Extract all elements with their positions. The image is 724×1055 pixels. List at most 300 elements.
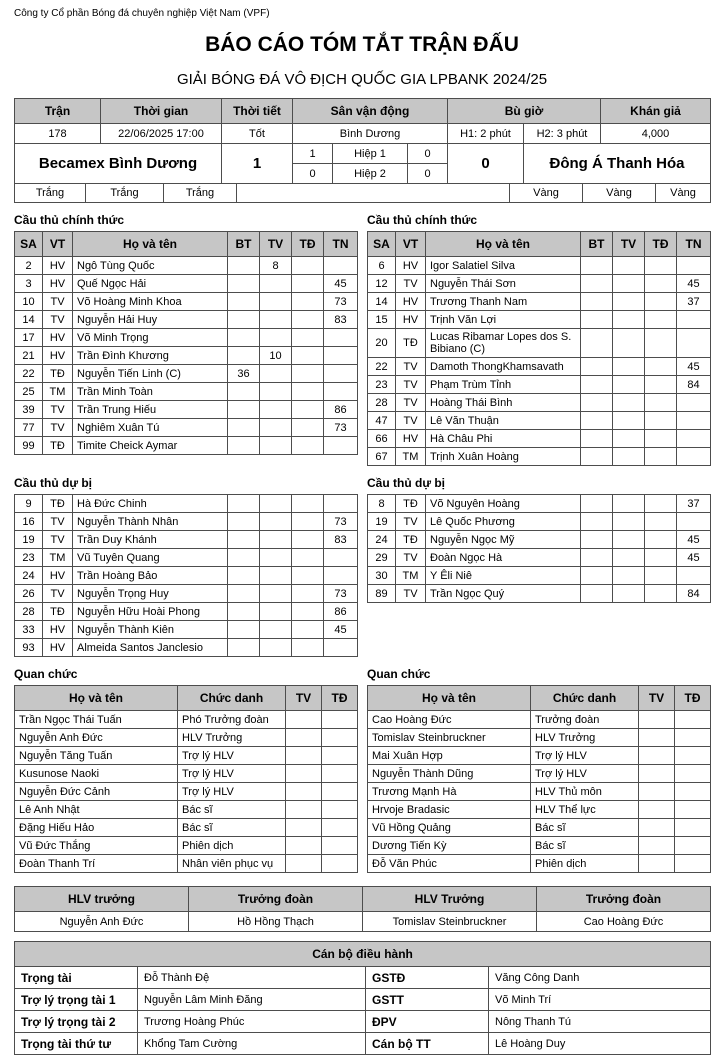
away-starters-label: Cầu thủ chính thức bbox=[367, 213, 478, 227]
cell bbox=[228, 347, 260, 365]
cell: Trương Thanh Nam bbox=[426, 293, 581, 311]
cell bbox=[324, 549, 358, 567]
official-row bbox=[368, 837, 711, 855]
cell: Bác sĩ bbox=[178, 819, 286, 837]
player-row bbox=[368, 358, 711, 376]
away-officials-label: Quan chức bbox=[367, 667, 431, 681]
cell: 29 bbox=[368, 549, 396, 567]
cell: 22 bbox=[368, 358, 396, 376]
cell bbox=[613, 448, 645, 466]
cell: 6 bbox=[368, 257, 396, 275]
player-row bbox=[368, 293, 711, 311]
column-header-stoppage: Bù giờ bbox=[448, 99, 601, 124]
cell bbox=[639, 729, 675, 747]
cell: TV bbox=[396, 513, 426, 531]
weather-value: Tốt bbox=[222, 124, 293, 144]
cell bbox=[292, 549, 324, 567]
away-kit-color-2: Vàng bbox=[583, 184, 656, 203]
player-row bbox=[15, 257, 358, 275]
cell bbox=[228, 513, 260, 531]
cell: Lucas Ribamar Lopes dos S. Bibiano (C) bbox=[426, 329, 581, 358]
cell: Ngô Tùng Quốc bbox=[73, 257, 228, 275]
cell bbox=[581, 329, 613, 358]
kit-colors-spacer bbox=[237, 184, 510, 203]
player-row bbox=[15, 495, 358, 513]
cell: HLV Thể lực bbox=[531, 801, 639, 819]
column-header: HLV Trưởng bbox=[363, 887, 537, 912]
column-header: Họ và tên bbox=[368, 686, 531, 711]
cell: 83 bbox=[324, 311, 358, 329]
column-header: Trưởng đoàn bbox=[189, 887, 363, 912]
cell: HV bbox=[396, 311, 426, 329]
cell: Vũ Đức Thắng bbox=[15, 837, 178, 855]
cell: 24 bbox=[15, 567, 43, 585]
official-row bbox=[368, 783, 711, 801]
cell: HV bbox=[396, 257, 426, 275]
official-row bbox=[368, 801, 711, 819]
cell: Trọng tài bbox=[15, 967, 138, 989]
cell: Trần Hoàng Bảo bbox=[73, 567, 228, 585]
player-row bbox=[15, 531, 358, 549]
cell: 93 bbox=[15, 639, 43, 657]
home-officials-table bbox=[14, 685, 358, 873]
column-header: BT bbox=[581, 232, 613, 257]
home-team-name: Becamex Bình Dương bbox=[15, 144, 222, 184]
column-header-stadium: Sân vận động bbox=[293, 99, 448, 124]
cell bbox=[645, 549, 677, 567]
cell bbox=[228, 401, 260, 419]
cell: 99 bbox=[15, 437, 43, 455]
cell: Lê Anh Nhật bbox=[15, 801, 178, 819]
cell: Đỗ Thành Đệ bbox=[138, 967, 366, 989]
cell: 9 bbox=[15, 495, 43, 513]
player-row bbox=[368, 549, 711, 567]
cell: Hrvoje Bradasic bbox=[368, 801, 531, 819]
cell bbox=[292, 495, 324, 513]
match-officials-table bbox=[14, 941, 711, 1055]
cell: Igor Salatiel Silva bbox=[426, 257, 581, 275]
cell bbox=[613, 358, 645, 376]
cell: 24 bbox=[368, 531, 396, 549]
official-row bbox=[15, 765, 358, 783]
cell bbox=[228, 549, 260, 567]
cell: TĐ bbox=[43, 437, 73, 455]
cell bbox=[639, 855, 675, 873]
leaders-header-row bbox=[15, 887, 711, 912]
cell bbox=[260, 603, 292, 621]
cell bbox=[228, 419, 260, 437]
cell: 16 bbox=[15, 513, 43, 531]
home-starters-section bbox=[14, 203, 357, 466]
cell bbox=[322, 837, 358, 855]
home-total-score: 1 bbox=[222, 144, 293, 184]
cell bbox=[324, 383, 358, 401]
player-row bbox=[368, 412, 711, 430]
cell: 45 bbox=[324, 621, 358, 639]
leaders-values-row bbox=[15, 912, 711, 932]
cell bbox=[677, 257, 711, 275]
column-header: Họ và tên bbox=[426, 232, 581, 257]
column-header: TN bbox=[324, 232, 358, 257]
cell bbox=[228, 293, 260, 311]
cell bbox=[228, 329, 260, 347]
cell: HLV Thủ môn bbox=[531, 783, 639, 801]
cell bbox=[645, 376, 677, 394]
cell bbox=[324, 495, 358, 513]
column-header: VT bbox=[43, 232, 73, 257]
official-row bbox=[15, 837, 358, 855]
cell bbox=[292, 567, 324, 585]
cell bbox=[324, 437, 358, 455]
cell: 20 bbox=[368, 329, 396, 358]
player-row bbox=[368, 394, 711, 412]
cell: Trợ lý trọng tài 1 bbox=[15, 989, 138, 1011]
cell: Đỗ Văn Phúc bbox=[368, 855, 531, 873]
cell: Damoth ThongKhamsavath bbox=[426, 358, 581, 376]
cell bbox=[645, 495, 677, 513]
player-table-header bbox=[15, 232, 358, 257]
cell: 23 bbox=[368, 376, 396, 394]
cell bbox=[645, 394, 677, 412]
cell: Lê Văn Thuận bbox=[426, 412, 581, 430]
cell bbox=[292, 585, 324, 603]
cell bbox=[322, 747, 358, 765]
official-row bbox=[15, 819, 358, 837]
cell: Trợ lý trọng tài 2 bbox=[15, 1011, 138, 1033]
kit-colors-row bbox=[15, 184, 711, 203]
home-kit-color-2: Trắng bbox=[86, 184, 164, 203]
cell: 8 bbox=[260, 257, 292, 275]
cell bbox=[260, 383, 292, 401]
cell: GSTĐ bbox=[366, 967, 489, 989]
cell bbox=[322, 783, 358, 801]
cell: Nguyễn Thành Dũng bbox=[368, 765, 531, 783]
column-header: SA bbox=[368, 232, 396, 257]
column-header: Họ và tên bbox=[73, 232, 228, 257]
home-officials-label: Quan chức bbox=[14, 667, 78, 681]
cell bbox=[639, 783, 675, 801]
cell bbox=[260, 275, 292, 293]
away-kit-color-3: Vàng bbox=[656, 184, 711, 203]
cell bbox=[677, 394, 711, 412]
match-official-row bbox=[15, 989, 711, 1011]
cell: Nguyễn Hữu Hoài Phong bbox=[73, 603, 228, 621]
cell: TM bbox=[396, 448, 426, 466]
player-row bbox=[15, 621, 358, 639]
cell: HV bbox=[396, 430, 426, 448]
cell: Võ Hoàng Minh Khoa bbox=[73, 293, 228, 311]
cell bbox=[292, 311, 324, 329]
cell: HV bbox=[396, 293, 426, 311]
column-header: SA bbox=[15, 232, 43, 257]
cell bbox=[675, 855, 711, 873]
cell: Hà Đức Chinh bbox=[73, 495, 228, 513]
cell: 84 bbox=[677, 376, 711, 394]
cell: TV bbox=[43, 531, 73, 549]
player-row bbox=[368, 585, 711, 603]
cell: Trần Trung Hiếu bbox=[73, 401, 228, 419]
cell bbox=[286, 855, 322, 873]
cell bbox=[324, 567, 358, 585]
attendance-value: 4,000 bbox=[601, 124, 711, 144]
match-official-row bbox=[15, 967, 711, 989]
cell: TV bbox=[396, 549, 426, 567]
cell: Đoàn Ngọc Hà bbox=[426, 549, 581, 567]
half1-label: Hiệp 1 bbox=[333, 144, 408, 164]
cell bbox=[581, 531, 613, 549]
cell: Mai Xuân Hợp bbox=[368, 747, 531, 765]
cell bbox=[292, 401, 324, 419]
cell bbox=[292, 257, 324, 275]
cell: Đặng Hiếu Hảo bbox=[15, 819, 178, 837]
home-starters-label: Cầu thủ chính thức bbox=[14, 213, 125, 227]
cell bbox=[260, 311, 292, 329]
cell: TV bbox=[43, 513, 73, 531]
cell: Y Êli Niê bbox=[426, 567, 581, 585]
cell: 45 bbox=[677, 531, 711, 549]
cell: Võ Nguyên Hoàng bbox=[426, 495, 581, 513]
cell bbox=[292, 383, 324, 401]
cell: TV bbox=[43, 585, 73, 603]
cell bbox=[613, 412, 645, 430]
cell: Nhân viên phục vụ bbox=[178, 855, 286, 873]
cell: 89 bbox=[368, 585, 396, 603]
cell bbox=[639, 819, 675, 837]
cell: TĐ bbox=[43, 365, 73, 383]
player-row bbox=[368, 376, 711, 394]
column-header-weather: Thời tiết bbox=[222, 99, 293, 124]
cell bbox=[581, 358, 613, 376]
cell bbox=[639, 747, 675, 765]
column-header: TĐ bbox=[322, 686, 358, 711]
league-subtitle: GIẢI BÓNG ĐÁ VÔ ĐỊCH QUỐC GIA LPBANK 2024/25 bbox=[176, 71, 548, 88]
cell bbox=[645, 567, 677, 585]
cell bbox=[645, 358, 677, 376]
cell: 45 bbox=[677, 549, 711, 567]
cell: 45 bbox=[324, 275, 358, 293]
official-row bbox=[15, 801, 358, 819]
cell bbox=[677, 567, 711, 585]
cell: Hoàng Thái Bình bbox=[426, 394, 581, 412]
cell: Bác sĩ bbox=[531, 819, 639, 837]
column-header: TĐ bbox=[645, 232, 677, 257]
cell: HV bbox=[43, 621, 73, 639]
home-kit-color-1: Trắng bbox=[15, 184, 86, 203]
cell: Lê Quốc Phương bbox=[426, 513, 581, 531]
cell: 37 bbox=[677, 293, 711, 311]
cell: HV bbox=[43, 639, 73, 657]
cell: Nông Thanh Tú bbox=[489, 1011, 711, 1033]
cell bbox=[286, 819, 322, 837]
cell: TV bbox=[43, 311, 73, 329]
player-row bbox=[15, 639, 358, 657]
cell: Bác sĩ bbox=[178, 801, 286, 819]
cell: Timite Cheick Aymar bbox=[73, 437, 228, 455]
cell bbox=[675, 819, 711, 837]
cell: 23 bbox=[15, 549, 43, 567]
cell: 37 bbox=[677, 495, 711, 513]
cell: 15 bbox=[368, 311, 396, 329]
column-header: HLV trưởng bbox=[15, 887, 189, 912]
column-header: TĐ bbox=[675, 686, 711, 711]
cell: Nguyễn Ngọc Mỹ bbox=[426, 531, 581, 549]
official-row bbox=[15, 729, 358, 747]
cell: HLV Trưởng bbox=[178, 729, 286, 747]
cell: Nguyễn Lâm Minh Đăng bbox=[138, 989, 366, 1011]
cell: 21 bbox=[15, 347, 43, 365]
away-team-name: Đông Á Thanh Hóa bbox=[524, 144, 711, 184]
player-row bbox=[15, 603, 358, 621]
cell: 33 bbox=[15, 621, 43, 639]
official-row bbox=[368, 765, 711, 783]
cell bbox=[324, 347, 358, 365]
cell bbox=[292, 419, 324, 437]
cell bbox=[613, 567, 645, 585]
cell: 67 bbox=[368, 448, 396, 466]
cell: Trợ lý HLV bbox=[178, 747, 286, 765]
cell: Nguyễn Tiến Linh (C) bbox=[73, 365, 228, 383]
cell: 25 bbox=[15, 383, 43, 401]
cell: HV bbox=[43, 329, 73, 347]
cell: TĐ bbox=[396, 329, 426, 358]
column-header: Họ và tên bbox=[15, 686, 178, 711]
cell bbox=[260, 495, 292, 513]
cell: TM bbox=[43, 549, 73, 567]
cell bbox=[613, 376, 645, 394]
cell bbox=[292, 437, 324, 455]
cell bbox=[292, 603, 324, 621]
cell bbox=[260, 513, 292, 531]
match-datetime: 22/06/2025 17:00 bbox=[101, 124, 222, 144]
cell: Nguyễn Thành Nhân bbox=[73, 513, 228, 531]
cell: Trương Hoàng Phúc bbox=[138, 1011, 366, 1033]
cell bbox=[613, 394, 645, 412]
cell bbox=[581, 293, 613, 311]
cell bbox=[613, 311, 645, 329]
match-official-row bbox=[15, 1033, 711, 1055]
cell bbox=[675, 837, 711, 855]
cell: 77 bbox=[15, 419, 43, 437]
column-header: TV bbox=[286, 686, 322, 711]
cell: Khổng Tam Cường bbox=[138, 1033, 366, 1055]
column-header: BT bbox=[228, 232, 260, 257]
player-table-header bbox=[368, 232, 711, 257]
cell bbox=[228, 275, 260, 293]
cell bbox=[645, 513, 677, 531]
cell: Trương Mạnh Hà bbox=[368, 783, 531, 801]
cell: TV bbox=[396, 275, 426, 293]
cell: TV bbox=[43, 401, 73, 419]
cell bbox=[228, 531, 260, 549]
cell bbox=[639, 801, 675, 819]
home-subs-section bbox=[14, 466, 357, 657]
column-header-match: Trận bbox=[15, 99, 101, 124]
cell: Lê Hoàng Duy bbox=[489, 1033, 711, 1055]
column-header: TV bbox=[639, 686, 675, 711]
cell: Trịnh Văn Lợi bbox=[426, 311, 581, 329]
cell: 17 bbox=[15, 329, 43, 347]
cell: Kusunose Naoki bbox=[15, 765, 178, 783]
cell bbox=[324, 329, 358, 347]
home-subs-table bbox=[14, 494, 358, 657]
leaders-table bbox=[14, 886, 711, 932]
cell bbox=[677, 412, 711, 430]
cell: Almeida Santos Janclesio bbox=[73, 639, 228, 657]
cell: 83 bbox=[324, 531, 358, 549]
cell bbox=[228, 257, 260, 275]
column-header: VT bbox=[396, 232, 426, 257]
cell bbox=[639, 765, 675, 783]
official-row bbox=[368, 729, 711, 747]
cell bbox=[645, 430, 677, 448]
cell bbox=[645, 293, 677, 311]
cell bbox=[260, 365, 292, 383]
cell: Trần Minh Toàn bbox=[73, 383, 228, 401]
cell: Phiên dịch bbox=[178, 837, 286, 855]
cell: 73 bbox=[324, 419, 358, 437]
cell: 28 bbox=[15, 603, 43, 621]
stoppage-h1: H1: 2 phút bbox=[448, 124, 524, 144]
player-row bbox=[15, 275, 358, 293]
column-header: TV bbox=[260, 232, 292, 257]
cell bbox=[322, 819, 358, 837]
cell: 8 bbox=[368, 495, 396, 513]
player-row bbox=[368, 329, 711, 358]
cell bbox=[260, 567, 292, 585]
cell: 84 bbox=[677, 585, 711, 603]
cell bbox=[645, 275, 677, 293]
cell: 2 bbox=[15, 257, 43, 275]
cell bbox=[581, 412, 613, 430]
player-row bbox=[15, 419, 358, 437]
player-row bbox=[368, 448, 711, 466]
official-row bbox=[15, 711, 358, 729]
player-row bbox=[15, 293, 358, 311]
organization-name: Công ty Cổ phần Bóng đá chuyên nghiệp Việt Nam (VPF) bbox=[14, 8, 270, 19]
cell: 66 bbox=[368, 430, 396, 448]
cell: 73 bbox=[324, 585, 358, 603]
cell bbox=[260, 419, 292, 437]
cell: 19 bbox=[15, 531, 43, 549]
half1-away-score: 0 bbox=[408, 144, 448, 164]
cell bbox=[677, 430, 711, 448]
cell: Trợ lý HLV bbox=[178, 783, 286, 801]
home-starters-table bbox=[14, 231, 358, 455]
cell bbox=[677, 311, 711, 329]
cell bbox=[286, 837, 322, 855]
cell bbox=[645, 531, 677, 549]
away-subs-table bbox=[367, 494, 711, 603]
away-starters-table bbox=[367, 231, 711, 466]
cell bbox=[613, 329, 645, 358]
cell bbox=[322, 765, 358, 783]
player-row bbox=[368, 495, 711, 513]
cell: 14 bbox=[368, 293, 396, 311]
cell: Trần Ngọc Quý bbox=[426, 585, 581, 603]
cell bbox=[286, 783, 322, 801]
cell: TV bbox=[396, 394, 426, 412]
cell: Đoàn Thanh Trí bbox=[15, 855, 178, 873]
away-officials-table bbox=[367, 685, 711, 873]
official-row bbox=[368, 711, 711, 729]
cell: HV bbox=[43, 567, 73, 585]
cell bbox=[324, 257, 358, 275]
cell bbox=[286, 747, 322, 765]
match-officials-title-row bbox=[15, 942, 711, 967]
cell bbox=[260, 293, 292, 311]
away-starters-section bbox=[367, 203, 710, 466]
cell: 47 bbox=[368, 412, 396, 430]
